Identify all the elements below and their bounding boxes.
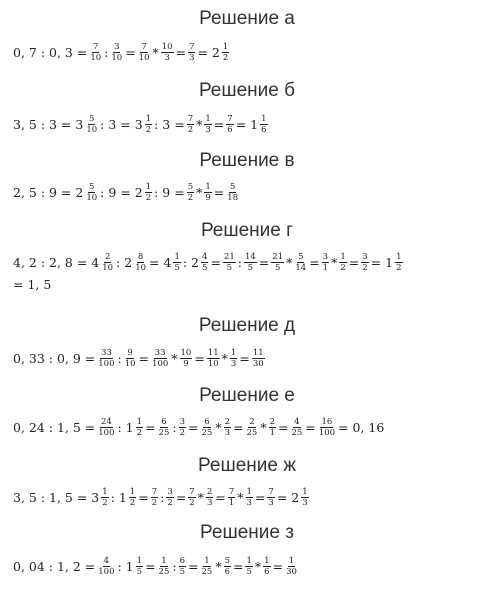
denominator: 3 <box>164 52 170 63</box>
fraction <box>124 348 137 369</box>
math-expression <box>12 178 240 206</box>
math-text: 4, 2 : 2, 8 = 4 <box>13 254 100 270</box>
fraction <box>161 42 174 63</box>
fraction <box>166 487 173 508</box>
fraction <box>395 252 402 273</box>
denominator: 2 <box>222 52 229 63</box>
fraction <box>188 487 195 508</box>
denominator: 9 <box>205 192 211 203</box>
denominator: 5 <box>136 566 143 577</box>
denominator: 10 <box>138 52 150 63</box>
denominator: 100 <box>98 427 115 438</box>
math-text: : 1 <box>110 489 127 505</box>
math-text: = 2 <box>276 489 300 505</box>
fraction <box>252 348 265 369</box>
numerator: 1 <box>340 251 346 262</box>
numerator: 3 <box>167 486 173 497</box>
numerator: 7 <box>151 486 158 497</box>
fraction <box>85 114 98 135</box>
numerator: 5 <box>298 251 304 262</box>
denominator: 3 <box>189 52 195 63</box>
math-text: = <box>272 558 284 574</box>
denominator: 2 <box>340 262 346 273</box>
denominator: 6 <box>264 566 270 577</box>
denominator: 3 <box>224 427 230 438</box>
fraction <box>101 487 108 508</box>
math-text: : 1 <box>117 558 134 574</box>
numerator: 7 <box>187 113 194 124</box>
math-text: = <box>348 254 360 270</box>
math-expression <box>12 110 269 138</box>
denominator: 2 <box>362 262 368 273</box>
numerator: 1 <box>205 113 211 124</box>
fraction <box>89 42 102 63</box>
math-expression <box>12 413 385 441</box>
denominator: 10 <box>111 52 123 63</box>
denominator: 25 <box>246 427 258 438</box>
denominator: 2 <box>129 497 136 508</box>
math-text: = <box>305 419 316 435</box>
math-text: * <box>197 489 204 505</box>
denominator: 3 <box>230 358 237 369</box>
fraction <box>110 42 123 63</box>
numerator: 11 <box>252 347 264 358</box>
fraction <box>339 252 346 273</box>
denominator: 3 <box>302 497 308 508</box>
denominator: 9 <box>183 358 189 369</box>
denominator: 2 <box>396 262 402 273</box>
numerator: 2 <box>224 416 230 427</box>
fraction <box>85 182 98 203</box>
math-text: : <box>160 489 165 505</box>
numerator: 1 <box>261 113 267 124</box>
fraction <box>294 252 307 273</box>
denominator: 2 <box>189 497 195 508</box>
numerator: 1 <box>302 486 308 497</box>
section-title: Решение а <box>199 8 295 29</box>
numerator: 1 <box>396 251 402 262</box>
numerator: 1 <box>136 416 143 427</box>
denominator: 5 <box>179 566 186 577</box>
section-title: Решение в <box>199 150 295 171</box>
numerator: 3 <box>179 416 186 427</box>
math-text: = <box>145 558 156 574</box>
denominator: 3 <box>246 497 252 508</box>
math-text: = <box>125 44 136 60</box>
section-title: Решение г <box>200 220 294 241</box>
denominator: 5 <box>202 262 208 273</box>
numerator: 7 <box>227 113 233 124</box>
fraction <box>97 348 115 369</box>
math-text: = 2 <box>197 44 220 60</box>
math-text: = <box>188 419 199 435</box>
fraction <box>151 348 169 369</box>
numerator: 7 <box>228 486 235 497</box>
numerator: 1 <box>145 181 152 192</box>
math-text: : 9 = 2 <box>100 184 143 200</box>
math-text: = <box>175 489 187 505</box>
denominator: 2 <box>187 124 194 135</box>
fraction <box>271 252 284 273</box>
numerator: 3 <box>114 41 120 52</box>
math-expression <box>12 270 52 298</box>
math-text: * <box>196 116 203 132</box>
numerator: 1 <box>288 555 295 566</box>
denominator: 5 <box>274 262 281 273</box>
math-expression <box>12 38 230 66</box>
denominator: 100 <box>318 427 336 438</box>
numerator: 5 <box>89 113 95 124</box>
numerator: 9 <box>127 347 133 358</box>
math-text: 3, 5 : 1, 5 = 3 <box>13 489 100 505</box>
numerator: 2 <box>249 416 255 427</box>
math-text: 3, 5 : 3 = 3 <box>13 116 84 132</box>
math-text: 2, 5 : 9 = 2 <box>13 184 84 200</box>
numerator: 24 <box>100 416 112 427</box>
math-text: : 1 <box>117 419 134 435</box>
numerator: 1 <box>204 555 210 566</box>
numerator: 1 <box>129 486 136 497</box>
math-text: * <box>215 558 222 574</box>
denominator: 2 <box>187 192 194 203</box>
math-text: * <box>260 419 267 435</box>
fraction <box>267 487 274 508</box>
math-text: = <box>194 350 205 366</box>
numerator: 1 <box>230 347 237 358</box>
numerator: 10 <box>161 41 173 52</box>
numerator: 8 <box>137 251 144 262</box>
math-text: : <box>117 350 122 366</box>
fraction <box>285 556 298 577</box>
numerator: 2 <box>206 486 213 497</box>
math-expression <box>12 552 299 580</box>
math-text: = <box>233 419 244 435</box>
numerator: 1 <box>222 41 229 52</box>
math-text: = <box>213 116 225 132</box>
fraction <box>322 252 329 273</box>
math-text: : 2 <box>116 254 133 270</box>
fraction <box>187 114 194 135</box>
denominator: 1 <box>269 427 275 438</box>
math-text: = 1, 5 <box>13 276 52 292</box>
math-text: = <box>138 350 150 366</box>
denominator: 25 <box>291 427 303 438</box>
fraction <box>204 114 211 135</box>
denominator: 2 <box>179 427 186 438</box>
fraction <box>246 487 253 508</box>
denominator: 100 <box>98 566 115 577</box>
numerator: 1 <box>102 486 108 497</box>
denominator: 100 <box>152 358 169 369</box>
math-text: 0, 04 : 1, 2 = <box>13 558 96 574</box>
numerator: 1 <box>246 486 252 497</box>
fraction <box>151 487 158 508</box>
fraction <box>201 556 214 577</box>
denominator: 10 <box>90 52 102 63</box>
math-text: = <box>277 419 289 435</box>
numerator: 5 <box>224 555 230 566</box>
numerator: 5 <box>187 181 194 192</box>
numerator: 10 <box>180 347 192 358</box>
fraction <box>318 417 336 438</box>
numerator: 11 <box>207 347 219 358</box>
denominator: 10 <box>124 358 136 369</box>
fraction <box>206 487 213 508</box>
fraction <box>245 556 252 577</box>
math-text: : <box>237 254 242 270</box>
math-text: = <box>215 489 226 505</box>
denominator: 1 <box>228 497 235 508</box>
math-text: : <box>172 558 177 574</box>
math-text: * <box>215 419 222 435</box>
math-text: : 3 = <box>154 116 185 132</box>
numerator: 1 <box>205 181 211 192</box>
numerator: 6 <box>204 416 210 427</box>
fraction <box>134 252 147 273</box>
fraction <box>207 348 220 369</box>
fraction <box>260 114 267 135</box>
math-text: = <box>254 489 266 505</box>
math-text: : 2 <box>182 254 200 270</box>
math-text: = 1 <box>235 116 259 132</box>
numerator: 4 <box>202 251 208 262</box>
numerator: 3 <box>322 251 329 262</box>
denominator: 1 <box>322 262 329 273</box>
fraction <box>101 252 114 273</box>
fraction <box>173 252 180 273</box>
fraction <box>223 252 236 273</box>
denominator: 14 <box>295 262 307 273</box>
math-text: = <box>175 44 187 60</box>
fraction <box>226 182 239 203</box>
numerator: 2 <box>269 416 275 427</box>
denominator: 25 <box>201 566 213 577</box>
fraction <box>158 556 171 577</box>
fraction <box>361 252 368 273</box>
denominator: 25 <box>201 427 213 438</box>
numerator: 7 <box>268 486 274 497</box>
numerator: 3 <box>362 251 368 262</box>
denominator: 5 <box>247 262 254 273</box>
fraction <box>226 114 233 135</box>
math-text: = <box>309 254 320 270</box>
numerator: 7 <box>93 41 99 52</box>
numerator: 16 <box>321 416 333 427</box>
numerator: 7 <box>189 41 195 52</box>
denominator: 5 <box>226 262 233 273</box>
math-text: = 0, 16 <box>338 419 385 435</box>
math-text: * <box>171 350 178 366</box>
math-text: = <box>233 558 244 574</box>
numerator: 2 <box>104 251 111 262</box>
section-title: Решение ж <box>198 455 296 476</box>
denominator: 2 <box>145 192 152 203</box>
fraction <box>97 417 115 438</box>
numerator: 4 <box>294 416 300 427</box>
fraction <box>145 114 152 135</box>
numerator: 1 <box>174 251 180 262</box>
fraction <box>180 348 193 369</box>
numerator: 5 <box>89 181 95 192</box>
denominator: 30 <box>252 358 264 369</box>
math-text: 0, 33 : 0, 9 = <box>13 350 96 366</box>
fraction <box>97 556 115 577</box>
numerator: 6 <box>179 555 186 566</box>
numerator: 7 <box>141 41 147 52</box>
numerator: 33 <box>100 347 112 358</box>
fraction <box>187 182 194 203</box>
math-text: = <box>145 419 156 435</box>
denominator: 25 <box>158 427 170 438</box>
fraction <box>245 417 258 438</box>
numerator: 1 <box>264 555 270 566</box>
numerator: 14 <box>244 251 256 262</box>
numerator: 33 <box>154 347 166 358</box>
math-text: = <box>213 184 225 200</box>
numerator: 5 <box>229 181 236 192</box>
fraction <box>301 487 308 508</box>
denominator: 2 <box>151 497 158 508</box>
denominator: 10 <box>102 262 114 273</box>
denominator: 3 <box>206 497 213 508</box>
fraction <box>179 556 186 577</box>
math-text: : 9 = <box>154 184 185 200</box>
fraction <box>263 556 270 577</box>
denominator: 6 <box>261 124 267 135</box>
denominator: 5 <box>174 262 180 273</box>
denominator: 5 <box>246 566 252 577</box>
section-title: Решение з <box>200 522 294 543</box>
fraction <box>228 487 235 508</box>
denominator: 2 <box>136 427 143 438</box>
fraction <box>129 487 136 508</box>
math-text: * <box>254 558 262 574</box>
fraction <box>224 417 231 438</box>
numerator: 6 <box>161 416 167 427</box>
numerator: 1 <box>246 555 252 566</box>
denominator: 100 <box>98 358 115 369</box>
fraction <box>269 417 276 438</box>
math-text: 0, 24 : 1, 5 = <box>13 419 96 435</box>
math-text: = <box>210 254 221 270</box>
fraction <box>222 42 229 63</box>
fraction <box>136 417 143 438</box>
fraction <box>138 42 151 63</box>
math-expression <box>12 344 266 372</box>
fraction <box>158 417 171 438</box>
denominator: 10 <box>86 192 98 203</box>
numerator: 4 <box>103 555 110 566</box>
numerator: 7 <box>189 486 195 497</box>
denominator: 2 <box>102 497 108 508</box>
denominator: 25 <box>158 566 170 577</box>
denominator: 10 <box>86 124 98 135</box>
denominator: 10 <box>207 358 219 369</box>
numerator: 21 <box>223 251 235 262</box>
section-title: Решение б <box>198 80 296 101</box>
denominator: 3 <box>268 497 274 508</box>
denominator: 6 <box>224 566 230 577</box>
math-text: : <box>172 419 177 435</box>
fraction <box>204 182 211 203</box>
math-text: = 4 <box>149 254 172 270</box>
math-text: : <box>104 44 109 60</box>
math-text: * <box>221 350 228 366</box>
fraction <box>145 182 152 203</box>
denominator: 2 <box>167 497 173 508</box>
fraction <box>244 252 257 273</box>
fraction <box>201 252 208 273</box>
denominator: 2 <box>145 124 152 135</box>
denominator: 18 <box>227 192 239 203</box>
math-text: = <box>258 254 270 270</box>
fraction <box>136 556 143 577</box>
math-text: * <box>196 184 203 200</box>
denominator: 10 <box>135 262 147 273</box>
math-text: 0, 7 : 0, 3 = <box>13 44 88 60</box>
section-title: Решение е <box>199 385 295 406</box>
math-text: = <box>188 558 199 574</box>
math-expression <box>12 483 310 511</box>
math-text: * <box>152 44 159 60</box>
fraction <box>290 417 303 438</box>
section-title: Решение д <box>198 315 296 336</box>
numerator: 1 <box>145 113 152 124</box>
fraction <box>188 42 195 63</box>
math-text: = 1 <box>370 254 394 270</box>
math-text: = <box>239 350 250 366</box>
denominator: 3 <box>205 124 211 135</box>
numerator: 21 <box>272 251 284 262</box>
math-text: * <box>286 254 293 270</box>
fraction <box>201 417 214 438</box>
math-text: * <box>237 489 244 505</box>
numerator: 1 <box>136 555 143 566</box>
numerator: 1 <box>161 555 167 566</box>
math-text: = <box>138 489 149 505</box>
math-text: * <box>331 254 338 270</box>
denominator: 30 <box>286 566 297 577</box>
fraction <box>230 348 237 369</box>
math-expression <box>12 248 404 276</box>
fraction <box>179 417 186 438</box>
math-text: : 3 = 3 <box>100 116 143 132</box>
fraction <box>224 556 231 577</box>
denominator: 6 <box>227 124 233 135</box>
